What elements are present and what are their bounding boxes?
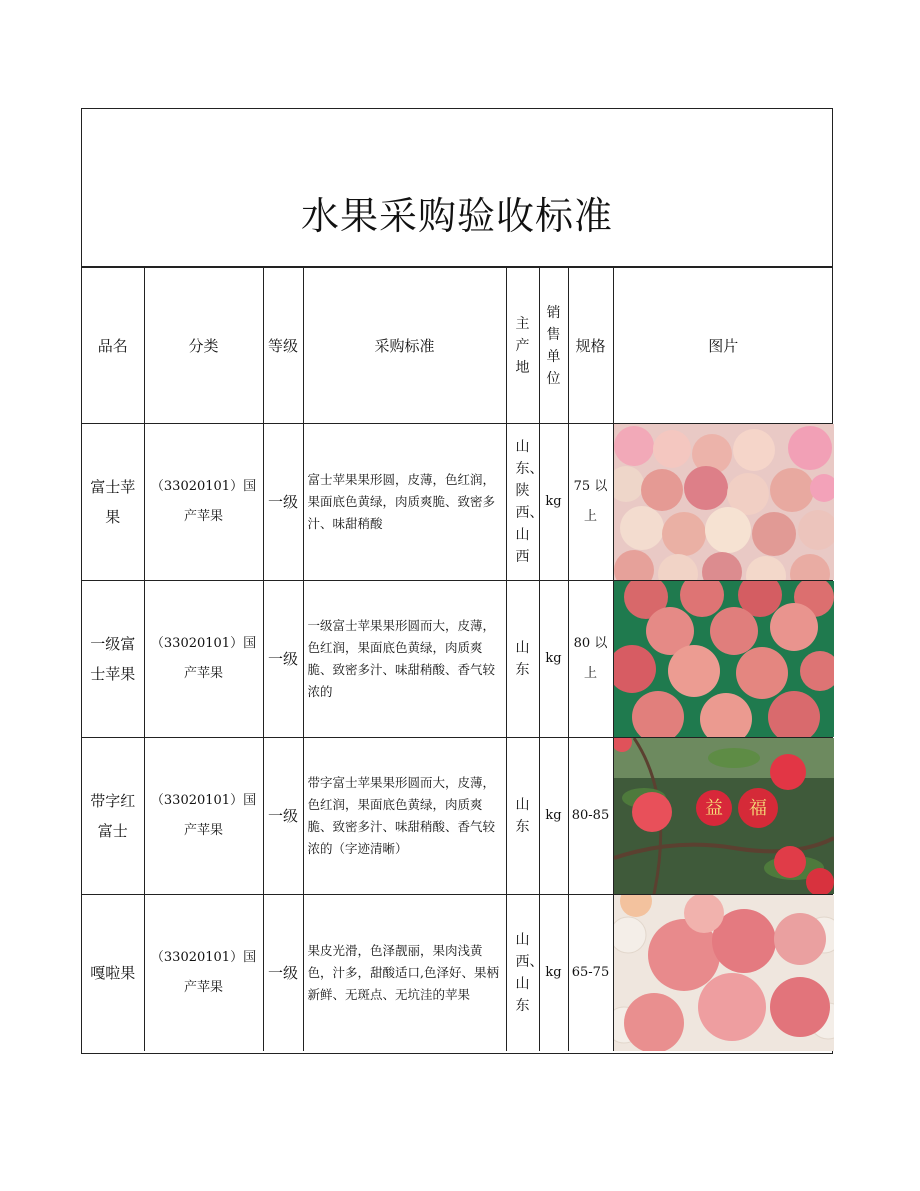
origin: 山东、陕西、山西 — [506, 424, 539, 581]
apple-character: 益 — [704, 798, 723, 819]
header-spec: 规格 — [568, 268, 613, 424]
product-name: 带字红富士 — [82, 738, 144, 895]
product-photo — [613, 738, 833, 895]
apples-photo — [614, 581, 834, 737]
spec: 65-75 — [568, 895, 613, 1052]
apples-on-tree-photo — [614, 738, 834, 894]
spec: 80 以上 — [568, 581, 613, 738]
sales-unit: kg — [539, 895, 568, 1052]
header-row — [82, 268, 833, 424]
standards-sheet — [81, 108, 833, 1054]
standards-table — [82, 267, 833, 1051]
header-category: 分类 — [144, 268, 263, 424]
header-standard: 采购标准 — [303, 268, 506, 424]
sales-unit: kg — [539, 581, 568, 738]
apple-character: 福 — [748, 798, 767, 819]
sales-unit: kg — [539, 738, 568, 895]
product-category: （33020101）国产苹果 — [144, 895, 263, 1052]
header-grade: 等级 — [263, 268, 303, 424]
table-row — [82, 738, 833, 895]
product-name: 嘎啦果 — [82, 895, 144, 1052]
purchase-standard: 果皮光滑，色泽靓丽，果肉浅黄色，汁多，甜酸适口,色泽好、果柄新鲜、无斑点、无坑洼的苹果 — [303, 895, 506, 1052]
product-name: 富士苹果 — [82, 424, 144, 581]
product-category: （33020101）国产苹果 — [144, 424, 263, 581]
header-unit: 销售单位 — [539, 268, 568, 424]
purchase-standard: 一级富士苹果果形圆而大，皮薄，色红润，果面底色黄绿，肉质爽脆、致密多汁、味甜稍酸、香气较浓的 — [303, 581, 506, 738]
table-row — [82, 581, 833, 738]
sales-unit: kg — [539, 424, 568, 581]
spec: 80-85 — [568, 738, 613, 895]
product-photo — [613, 424, 833, 581]
product-category: （33020101）国产苹果 — [144, 581, 263, 738]
purchase-standard: 富士苹果果形圆，皮薄，色红润，果面底色黄绿，肉质爽脆、致密多汁、味甜稍酸 — [303, 424, 506, 581]
product-grade: 一级 — [263, 895, 303, 1052]
origin: 山西、山东 — [506, 895, 539, 1052]
title-row — [82, 109, 832, 267]
origin: 山东 — [506, 738, 539, 895]
table-row — [82, 424, 833, 581]
product-grade: 一级 — [263, 581, 303, 738]
product-name: 一级富士苹果 — [82, 581, 144, 738]
table-row — [82, 895, 833, 1052]
product-grade: 一级 — [263, 738, 303, 895]
product-photo — [613, 895, 833, 1052]
product-photo — [613, 581, 833, 738]
product-grade: 一级 — [263, 424, 303, 581]
apples-photo — [614, 895, 834, 1051]
header-origin: 主产地 — [506, 268, 539, 424]
header-image: 图片 — [613, 268, 833, 424]
header-name: 品名 — [82, 268, 144, 424]
purchase-standard: 带字富士苹果果形圆而大，皮薄，色红润，果面底色黄绿，肉质爽脆、致密多汁、味甜稍酸、香气较浓的（字迹清晰） — [303, 738, 506, 895]
apples-photo — [614, 424, 834, 580]
product-category: （33020101）国产苹果 — [144, 738, 263, 895]
spec: 75 以上 — [568, 424, 613, 581]
origin: 山东 — [506, 581, 539, 738]
document-title: 水果采购验收标准 — [300, 194, 613, 238]
